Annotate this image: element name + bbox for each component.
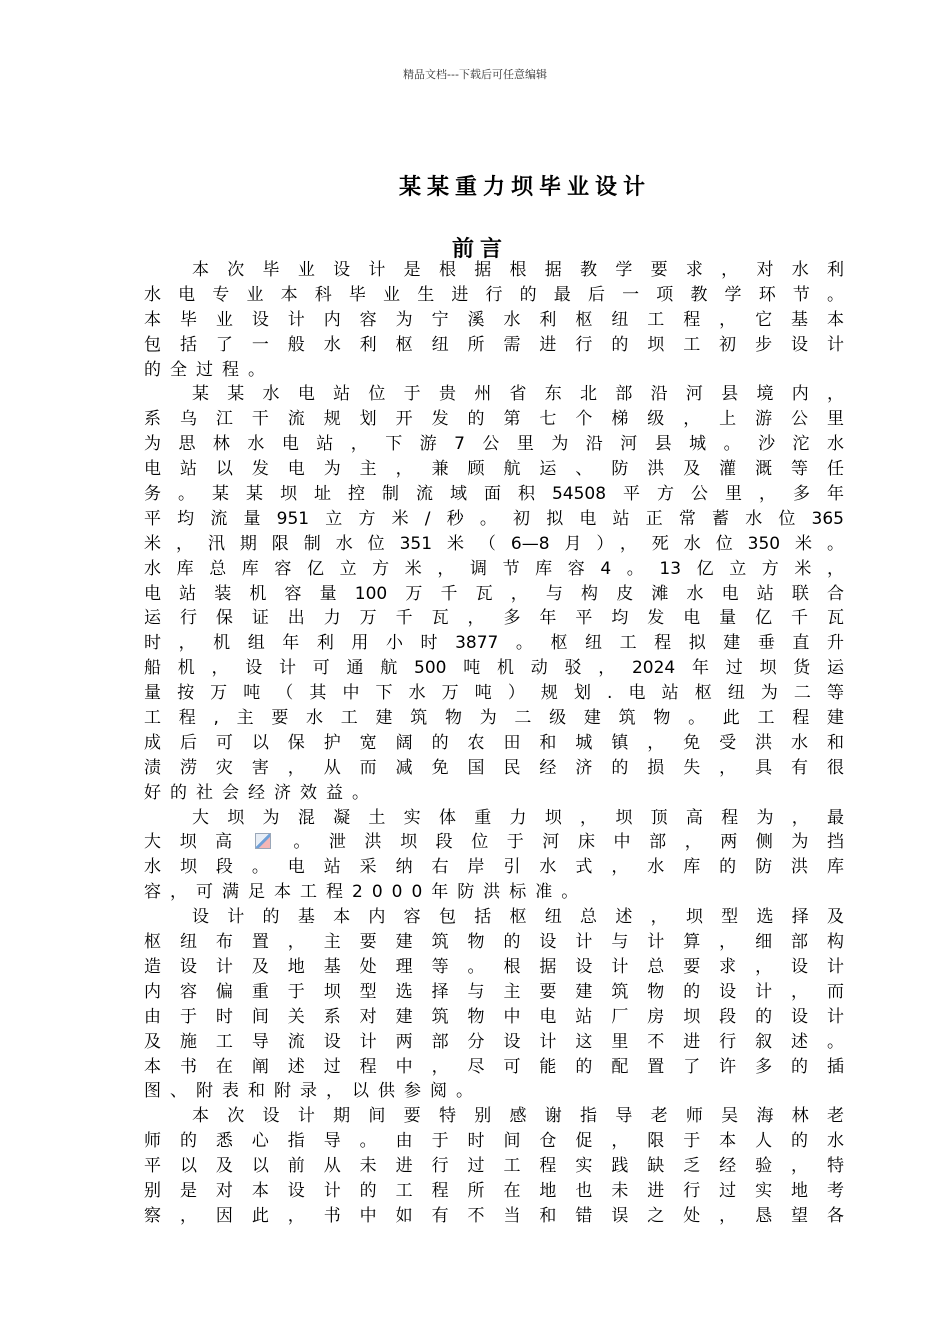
- text-line: 电站以发电为主，兼顾航运、防洪及灌溉等任: [144, 459, 844, 480]
- section-title: 前言: [451, 237, 508, 262]
- text-line: 船机，设计可通航500吨机动驳，2024年过坝货运: [144, 658, 844, 679]
- text-line: 内容偏重于坝型选择与主要建筑物的设计，而: [144, 981, 844, 1002]
- text-line: 时，机组年利用小时3877。枢纽工程拟建垂直升: [144, 633, 844, 654]
- text-line: 系乌江干流规划开发的第七个梯级，上游公里: [144, 409, 844, 430]
- text-line: 本毕业设计内容为宁溪水利枢纽工程，它基本: [144, 309, 844, 330]
- text-line: 电站装机容量100万千瓦，与构皮滩水电站联合: [144, 583, 844, 604]
- text-line: 容，可满足本工程2000年防洪标准。: [144, 882, 588, 903]
- page-header: 精品文档---下载后可任意编辑: [403, 68, 547, 81]
- text-line: 本书在阐述过程中，尽可能的配置了许多的插: [144, 1056, 844, 1077]
- text-line: 量按万吨（其中下水万吨）规划.电站枢纽为二等: [144, 683, 844, 704]
- text-line: 别是对本设计的工程所在地也未进行过实地考: [144, 1180, 844, 1201]
- broken-image-icon: [255, 833, 271, 849]
- text-line: 米，汛期限制水位351米（6—8月），死水位350米。: [144, 533, 844, 554]
- text-line: 某某水电站位于贵州省东北部沿河县境内，: [192, 384, 844, 405]
- text-line: 师的悉心指导。由于时间仓促，限于本人的水: [144, 1131, 844, 1152]
- text-line: 成后可以保护宽阔的农田和城镇，免受洪水和: [144, 732, 844, 753]
- text-line: 水电专业本科毕业生进行的最后一项教学环节。: [144, 284, 844, 305]
- text-line: 察，因此，书中如有不当和错误之处，恳望各: [144, 1205, 844, 1226]
- body-text: [144, 258, 844, 1229]
- text-line: 平均流量951立方米/秒。初拟电站正常蓄水位365: [144, 508, 844, 529]
- text-line: 图、附表和附录，以供参阅。: [144, 1081, 482, 1102]
- text-line: 及施工导流设计两部分设计这里不进行叙述。: [144, 1031, 844, 1052]
- text-line: 枢纽布置，主要建筑物的设计与计算，细部构: [144, 932, 844, 953]
- text-segment: 大坝高: [144, 832, 251, 853]
- text-line: 平以及以前从未进行过工程实践缺乏经验，特: [144, 1156, 844, 1177]
- text-line: 务。某某坝址控制流域面积54508平方公里，多年: [144, 484, 844, 505]
- text-line: 渍涝灾害，从而减免国民经济的损失，具有很: [144, 757, 844, 778]
- text-line: 好的社会经济效益。: [144, 782, 378, 803]
- text-line: 包括了一般水利枢纽所需进行的坝工初步设计: [144, 334, 844, 355]
- text-line: 大坝为混凝土实体重力坝，坝顶高程为，最: [192, 807, 844, 828]
- text-line: 本次毕业设计是根据根据教学要求，对水利: [192, 260, 844, 280]
- text-line: [144, 830, 844, 855]
- text-line: 造设计及地基处理等。根据设计总要求，设计: [144, 956, 844, 977]
- text-line: 的全过程。: [144, 359, 274, 380]
- text-line: 水库总库容亿立方米，调节库容4。13亿立方米，: [144, 558, 844, 579]
- text-line: 由于时间关系对建筑物中电站厂房坝段的设计: [144, 1006, 844, 1027]
- text-line: 水坝段。电站采纳右岸引水式，水库的防洪库: [144, 857, 844, 878]
- text-line: 为思林水电站，下游7公里为沿河县城。沙沱水: [144, 434, 844, 455]
- document-title: 某某重力坝毕业设计: [398, 175, 651, 200]
- text-line: 工程,主要水工建筑物为二级建筑物。此工程建: [144, 708, 844, 729]
- text-line: 本次设计期间要特别感谢指导老师吴海林老: [192, 1106, 844, 1127]
- text-line: 运行保证出力万千瓦，多年平均发电量亿千瓦: [144, 608, 844, 629]
- text-segment: 。泄洪坝段位于河床中部，两侧为挡: [274, 832, 844, 853]
- text-line: 设计的基本内容包括枢纽总述，坝型选择及: [192, 907, 844, 928]
